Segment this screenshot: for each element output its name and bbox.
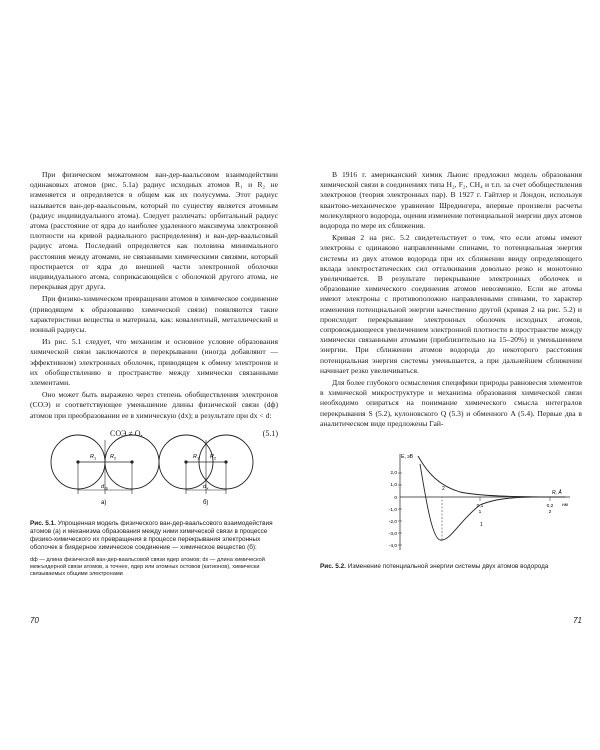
caption-text: Упрощенная модель физического ван-дер-ваальсового взаимодействия атомов (а) и механизма образования между ними химической связи в процессе физико-химического их превращения в процессе перекрывания электронных оболочек в биядерное химическое соединение — химическое вещество (б):	[30, 520, 273, 551]
caption-note: dф — длина физической ван-дер-ваальсовой связи ядер атомов; dx — длина химической межъядерной связи атомов, а точнее, ядер или атомных остовов (катионов), химически связываемых общими электронами	[30, 557, 265, 577]
y-tick-0: 0	[394, 496, 397, 501]
svg-text:d: d	[203, 484, 207, 490]
right-paragraph-3: Для более глубокого осмысления специфики природы равновесия элементов в химической микроструктуре и механизма образования химической связи необходимо опираться на понимание химического смысла интегралов перекрывания S (5.2), кулоновского Q (5.3) и обменного A (5.4). Первые два в аналитическом виде предложены Гай-	[320, 378, 582, 428]
x-tick2-2: 2	[548, 510, 552, 515]
curve-2-label: 2	[442, 486, 445, 492]
y-tick-m2: -2,0	[388, 520, 397, 525]
right-page	[310, 0, 590, 750]
svg-text:R: R	[110, 454, 114, 460]
svg-text:2: 2	[114, 455, 117, 461]
y-tick-2: 2,0	[390, 471, 397, 476]
svg-text:1: 1	[94, 455, 97, 461]
figure-5-2-caption	[320, 563, 582, 571]
svg-text:x: x	[206, 485, 209, 491]
left-paragraph-3: Из рис. 5.1 следует, что механизм и основное условие образования химической связи заключаются в перекрывании (иногда добавляют — эффективном) электронных оболочек, приводящем к обмену электронов и их обобществлению в пространстве между химически связанными элементами.	[30, 337, 278, 388]
formula-text: СОЭ ≠ О.	[110, 428, 143, 438]
figure-5-1b	[159, 435, 253, 506]
x-axis-unit: нм	[562, 503, 568, 508]
left-paragraph-1: При физическом межатомном ван-дер-ваальсовом взаимодействии одинаковых атомов (рис. 5.1а) радиус исходных атомов R₁ и R₂ не изменяется и определяется в общем как их полусумма. Этот радиус называется ван-дер-ваальсовым, который по существу является атомным (радиус индивидуального атома). Следует различать: орбитальный радиус атома (расстояние от ядра до наиболее удаленного максимума электронной плотности на кривой радиального распределения) и ван-дер-ваальсовый радиус атома. Последний определяется как половина минимального расстояния между атомами, не связанными химическими связями, который простирается от ядра до внешней части электронной оболочки индивидуального атома, соприкасающейся с оболочкой другого атома, не перекрывая друг друга.	[30, 170, 278, 292]
right-paragraph-1: В 1916 г. американский химик Льюис предложил модель образования химической связи в соединениях типа H₂, F₂, CH₄ и т.п. за счет обобществления электронов (теория электронных пар). В 1927 г. Гайтлер и Лондон, используя квантово-механическое уравнение Шредингера, впервые произвели расчеты молекулярного водорода, оценив изменение потенциальной энергии двух атомов водорода по мере их сближения.	[320, 170, 582, 231]
y-tick-1: 1,0	[390, 483, 397, 488]
curve-2	[418, 456, 565, 497]
page-number-right: 71	[573, 616, 582, 625]
x-axis-label: R, Å	[552, 490, 562, 496]
figure-5-2-plot	[380, 450, 580, 560]
figure-5-1	[38, 432, 268, 512]
left-page	[10, 0, 290, 750]
y-tick-m1: -1,0	[388, 508, 397, 513]
curve-1-label: 1	[480, 522, 483, 528]
x-tick2-1: 1	[478, 510, 482, 515]
svg-text:R: R	[210, 454, 214, 460]
figure-a-label: а)	[101, 500, 107, 506]
svg-text:R: R	[90, 454, 94, 460]
figure-5-1-note	[30, 557, 278, 578]
right-paragraph-2: Кривая 2 на рис. 5.2 свидетельствует о том, что если атомы имеют электроны с одинаково направленными спинами, то потенциальная энергия системы из двух атомов водорода при их сближении ввиду определяющего вклада электростатических сил отталкивания довольно резко и монотонно увеличивается. В результате перекрывание электронных оболочек и образование химического соединения атомов невозможно. Если же атомы имеют электроны с противоположно направленными спинами, то характер изменения потенциальной энергии качественно другой (кривая 2 на рис. 5.2) и происходит перекрывание электронных оболочек исходных атомов, сопровождающееся увеличением электронной плотности в пространстве между химически связанными атомами (приблизительно на 15–20%) и уменьшением энергии. При сближении атомов водорода до некоторого расстояния потенциальная энергия системы уменьшается, а при дальнейшем сближении начинает резко увеличиваться.	[320, 233, 582, 375]
caption-label: Рис. 5.1.	[30, 520, 56, 527]
page-number-left: 70	[30, 616, 39, 625]
svg-text:R: R	[193, 454, 197, 460]
caption-label-2: Рис. 5.2.	[320, 563, 346, 570]
y-tick-labels	[389, 470, 398, 549]
left-text-column	[30, 170, 278, 445]
figure-5-1a	[51, 435, 159, 506]
svg-text:2: 2	[214, 455, 217, 461]
y-axis-label: E, эВ	[401, 454, 413, 460]
y-tick-m4: -4,0	[388, 544, 397, 549]
left-paragraph-4: Оно может быть выражено через степень обобществления электронов (СОЭ) и соответствующее уменьшение длины физической связи (dф) атомов при преобразовании ее в химическую (dx); в результате при dx < d:	[30, 390, 278, 420]
formula-number: (5.1)	[262, 428, 278, 438]
svg-text:d: d	[101, 484, 105, 490]
y-tick-m3: -3,0	[388, 532, 397, 537]
svg-text:ф: ф	[104, 485, 108, 491]
x-tick-0-2: 0,2	[546, 504, 554, 509]
svg-text:1: 1	[197, 455, 200, 461]
caption-text-2: Изменение потенциальной энергии системы двух атомов водорода	[345, 563, 549, 570]
right-text-column	[320, 170, 582, 431]
figure-5-1-caption	[30, 520, 278, 552]
left-paragraph-2: При физико-химическом превращении атомов в химическое соединение (приводящем к образованию химической связи) появляются такие характеристики вещества и материала, как: ковалентный, металлический и ионный радиусы.	[30, 294, 278, 335]
x-tick-0-1: 0,1	[476, 504, 484, 509]
figure-b-label: б)	[203, 500, 209, 506]
